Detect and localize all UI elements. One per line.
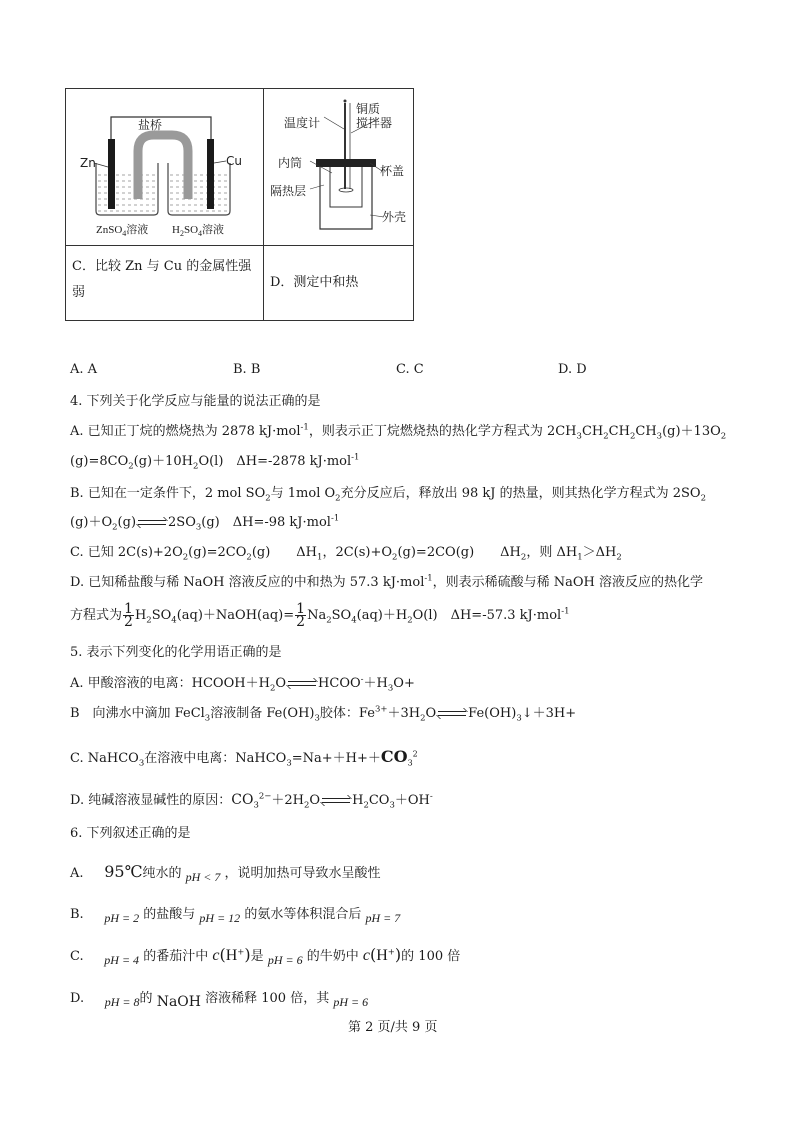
cu-electrode — [207, 139, 214, 209]
q4-option-a-line2: $(g)=8CO_2(g)+10H_2O(l)$ ΔH=-2878 kJ·mol$^{-1}$ — [70, 452, 360, 472]
insulation-label: 隔热层 — [270, 184, 307, 198]
left-beaker — [96, 163, 158, 215]
page-number-footer: 第 2 页/共 9 页 — [348, 1020, 438, 1035]
equilibrium-arrow — [438, 710, 466, 718]
q3-option-d: D. D — [558, 362, 587, 377]
q5-option-b: B 向沸水中滴加 FeCl$_3$溶液制备 $Fe(OH)_3$胶体：$Fe^{3+}+3H_2O$ $Fe(OH)_3↓+3H+$ — [70, 704, 577, 724]
cup-lid — [316, 159, 376, 167]
q5-stem: 5. 表示下列变化的化学用语正确的是 — [70, 645, 282, 660]
right-beaker — [168, 163, 230, 215]
galvanic-cell-diagram — [66, 89, 263, 245]
q3-option-a: A. A — [70, 362, 98, 377]
q4-option-a-line1: A. 已知正丁烷的燃烧热为 2878 kJ·mol$^{-1}$，则表示正丁烷燃烧热的热化学方程式为 $2CH_3CH_2CH_2CH_3(g)+13O_2$ — [70, 422, 727, 442]
caption-cell-c — [66, 246, 264, 321]
inner-cup-label: 内筒 — [278, 156, 303, 170]
q3-option-b: B. B — [233, 362, 261, 377]
stirrer-label-1: 铜质 — [356, 102, 381, 116]
cu-label: Cu — [226, 154, 242, 168]
q4-option-b-line1: B. 已知在一定条件下，2 mol $SO_2$与 1mol $O_2$充分反应后，释放出 98 kJ 的热量，则其热化学方程式为 $2SO_2$ — [70, 486, 707, 504]
salt-bridge-tube — [138, 135, 188, 199]
q6-option-c: C. pH = 4 的番茄汁中 c(H+)是 pH = 6 的牛奶中 c(H+)的 100 倍 — [70, 945, 461, 967]
q3-option-c: C. C — [396, 362, 424, 377]
equilibrium-arrow — [288, 680, 316, 688]
h2so4-label: $H_2SO_4$溶液 — [172, 223, 225, 238]
shell-label: 外壳 — [382, 210, 407, 224]
q5-option-a: A. 甲酸溶液的电离：$HCOOH+H_2O$ $HCOO^-+H_3O+$ — [70, 674, 415, 694]
apparatus-table — [65, 88, 414, 321]
equilibrium-arrow — [138, 519, 166, 527]
thermometer-label: 温度计 — [284, 116, 321, 130]
q5-option-d: D. 纯碱溶液显碱性的原因：$CO_3^{2-}+2H_2O$ $H_2CO_3+OH^-$ — [70, 791, 433, 811]
calorimeter-figure-cell — [264, 89, 414, 246]
caption-cell-d — [264, 246, 414, 321]
stirrer-label-2: 搅拌器 — [356, 116, 393, 130]
q6-option-d: D. pH = 8的 NaOH 溶液稀释 100 倍，其 pH = 6 — [70, 991, 369, 1010]
q4-option-b-line2: $(g)+O_2(g)$ $2SO_3(g)$ ΔH=-98 kJ·mol$^{-1}$ — [70, 513, 340, 533]
lid-label: 杯盖 — [380, 164, 405, 178]
q4-option-d-line2: 方程式为 $\frac{1}{2}$ $H_2SO_4(aq)+NaOH(aq)=$ $\frac{1}{2}$ $Na_2SO_4(aq)+H_2O(l)$ ΔH=-57.3 kJ·mol$^{-1}$ — [70, 601, 570, 630]
caption-d: D．测定中和热 — [270, 275, 359, 290]
zn-label: Zn — [80, 156, 96, 170]
fraction-half: $\frac{1}{2}$ — [296, 601, 306, 630]
zn-electrode — [108, 139, 115, 209]
znso4-label: ZnSO$_4$溶液 — [96, 223, 149, 238]
calorimeter-diagram — [264, 89, 413, 245]
salt-bridge-label: 盐桥 — [138, 118, 163, 132]
caption-c: C．比较 Zn 与 Cu 的金属性强弱 — [72, 259, 252, 300]
q4-option-c: C. 已知 $2C(s)+2O_2(g)=2CO_2(g)$ $\Delta H_1$，$2C(s)+O_2(g)=2CO(g)$ $\Delta H_2$，则 $\Delta H_1>\Delta H_2$ — [70, 545, 622, 563]
q6-option-b: B. pH = 2 的盐酸与 pH = 12 的氨水等体积混合后 pH = 7 — [70, 907, 401, 925]
q4-stem: 4. 下列关于化学反应与能量的说法正确的是 — [70, 394, 321, 409]
q5-option-c: C. NaHCO$_3$在溶液中电离：$NaHCO_3=Na++H++CO_3^2$ — [70, 747, 418, 769]
fraction-half: $\frac{1}{2}$ — [124, 601, 133, 630]
q6-option-a: A. 95℃纯水的 pH < 7 ，说明加热可导致水呈酸性 — [70, 862, 381, 884]
q4-option-d-line1: D. 已知稀盐酸与稀 NaOH 溶液反应的中和热为 57.3 kJ·mol$^{-1}$，则表示稀硫酸与稀 NaOH 溶液反应的热化学 — [70, 573, 704, 590]
equilibrium-arrow — [322, 797, 350, 805]
q6-stem: 6. 下列叙述正确的是 — [70, 826, 191, 841]
galvanic-cell-figure-cell — [66, 89, 264, 246]
